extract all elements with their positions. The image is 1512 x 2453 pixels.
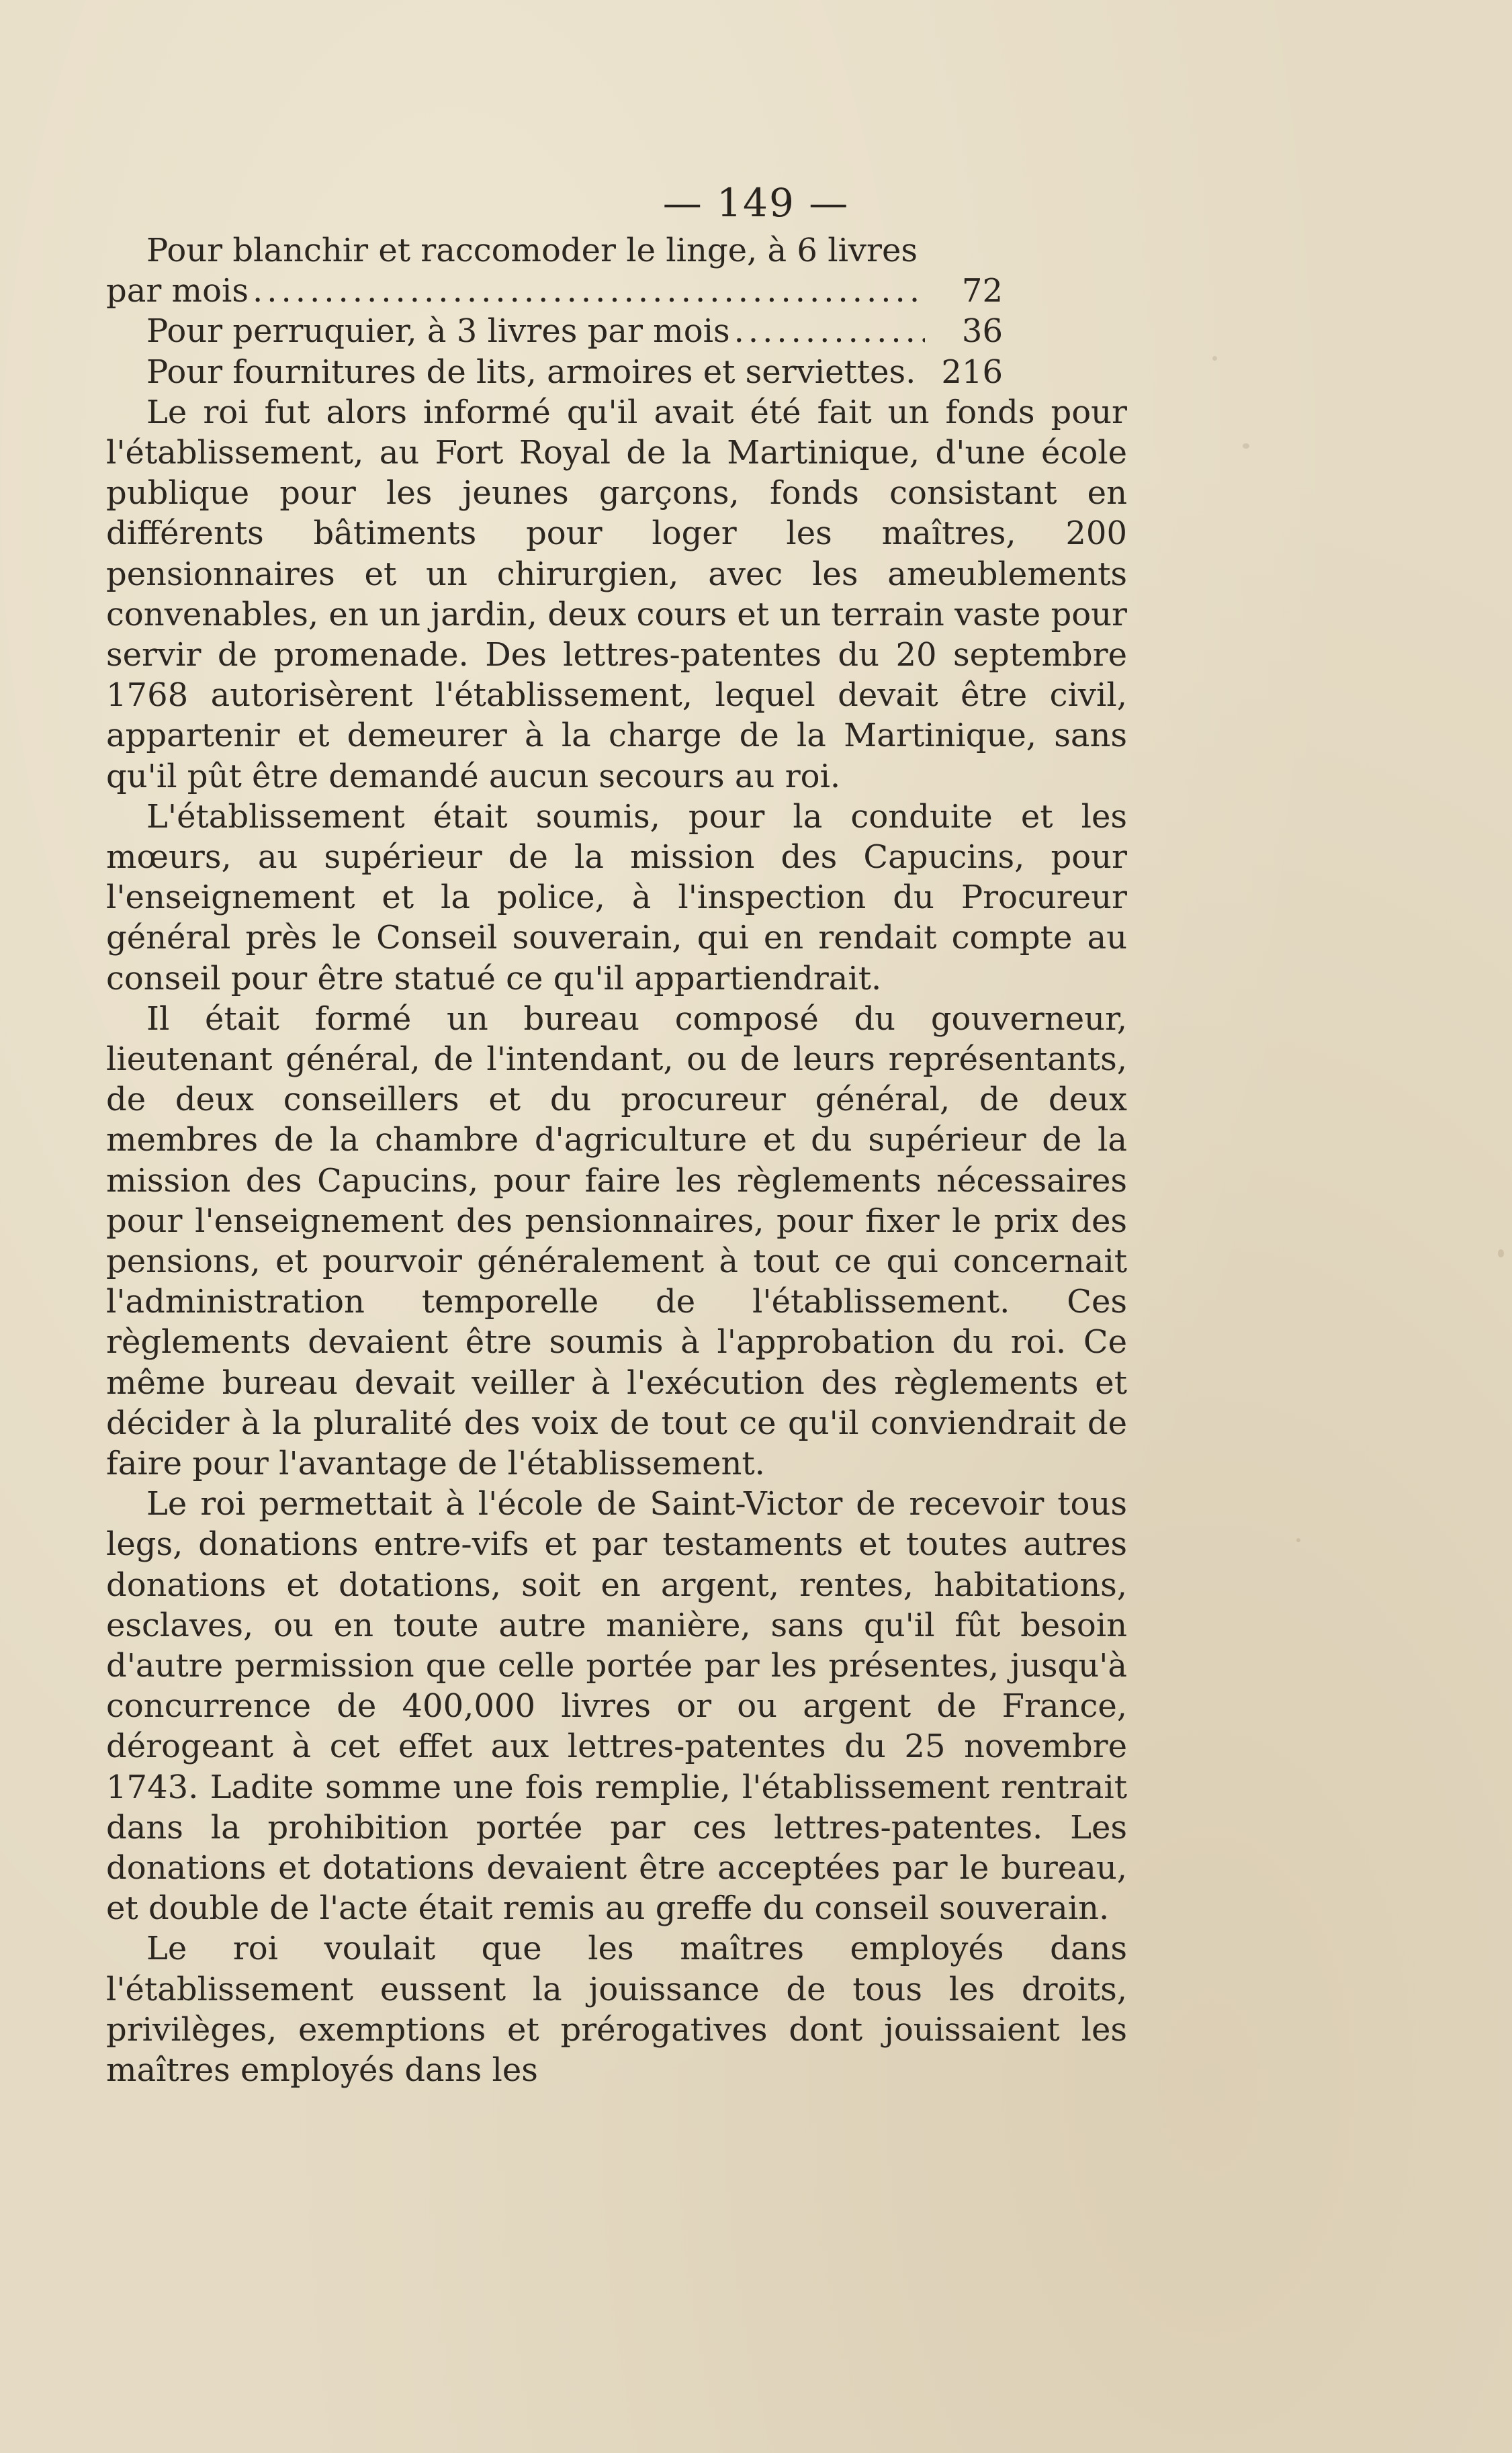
expense-amount: 72 — [961, 272, 1003, 310]
paper-spot — [1243, 443, 1249, 449]
expense-row-linen-line2 — [106, 271, 1127, 311]
dot-leader — [253, 271, 925, 311]
expense-list — [106, 230, 1127, 392]
expense-label: Pour perruquier, à 3 livres par mois — [146, 312, 730, 351]
dot-leader — [734, 311, 925, 351]
paper-spot — [1212, 356, 1217, 361]
expense-label: Pour blanchir et raccomoder le linge, à 6 livres — [146, 232, 918, 269]
expense-row-linen-line1 — [106, 230, 1127, 271]
body-text — [106, 230, 1127, 2090]
expense-amount: 216 — [941, 353, 1003, 391]
paragraph-masters-privileges: Le roi voulait que les maîtres employés dans l'établissement eussent la jouissance de tous les droits, privilèges, exemptions et prérogatives dont jouissaient les maîtres employés dans les — [106, 1930, 1127, 2090]
expense-row-wigmaker — [106, 311, 1127, 351]
paper-spot — [1498, 1249, 1504, 1257]
paragraph-bureau: Il était formé un bureau composé du gouverneur, lieutenant général, de l'intendant, ou de leurs représentants, de deux conseillers et du procureur général, de deux membres de la chambre d'agriculture et du supérieur de la mission des Capucins, pour faire les règlements nécessaires pour l'enseignement des pensionnaires, pour fixer le prix des pensions, et pourvoir généralement à tout ce qui concernait l'administration temporelle de l'établissement. Ces règlements devaient être soumis à l'approbation du roi. Ce même bureau devait veiller à l'exécution des règlements et décider à la pluralité des voix de tout ce qu'il conviendrait de faire pour l'avantage de l'établissement. — [106, 999, 1127, 1483]
expense-row-furnishings — [106, 352, 1127, 392]
paragraph-donations: Le roi permettait à l'école de Saint-Victor de recevoir tous legs, donations entre-vifs et par testaments et toutes autres donations et dotations, soit en argent, rentes, habitations, esclaves, ou en toute autre manière, sans qu'il fût besoin d'autre permission que celle portée par les présentes, jusqu'à concurrence de 400,000 livres or ou argent de France, dérogeant à cet effet aux lettres-patentes du 25 novembre 1743. Ladite somme une fois remplie, l'établissement rentrait dans la prohibition portée par ces lettres-patentes. Les donations et dotations devaient être acceptées par le bureau, et double de l'acte était remis au greffe du conseil souverain. — [106, 1485, 1127, 1928]
expense-label: par mois — [106, 272, 249, 310]
expense-label: Pour fournitures de lits, armoires et serviettes. — [146, 353, 916, 391]
paragraph-supervision: L'établissement était soumis, pour la conduite et les mœurs, au supérieur de la mission des Capucins, pour l'enseignement et la police, à l'inspection du Procureur général près le Conseil souverain, qui en rendait compte au conseil pour être statué ce qu'il appartiendrait. — [106, 797, 1127, 997]
expense-amount: 36 — [961, 312, 1003, 351]
page-number: — 149 — — [662, 180, 850, 226]
paper-spot — [1296, 1538, 1300, 1542]
paragraph-school-foundation: Le roi fut alors informé qu'il avait été fait un fonds pour l'établissement, au Fort Royal de la Martinique, d'une école publique pour les jeunes garçons, fonds consistant en différents bâtiments pour loger les maîtres, 200 pensionnaires et un chirurgien, avec les ameublements convenables, en un jardin, deux cours et un terrain vaste pour servir de promenade. Des lettres-patentes du 20 septembre 1768 autorisèrent l'établissement, lequel devait être civil, appartenir et demeurer à la charge de la Martinique, sans qu'il pût être demandé aucun secours au roi. — [106, 393, 1127, 795]
